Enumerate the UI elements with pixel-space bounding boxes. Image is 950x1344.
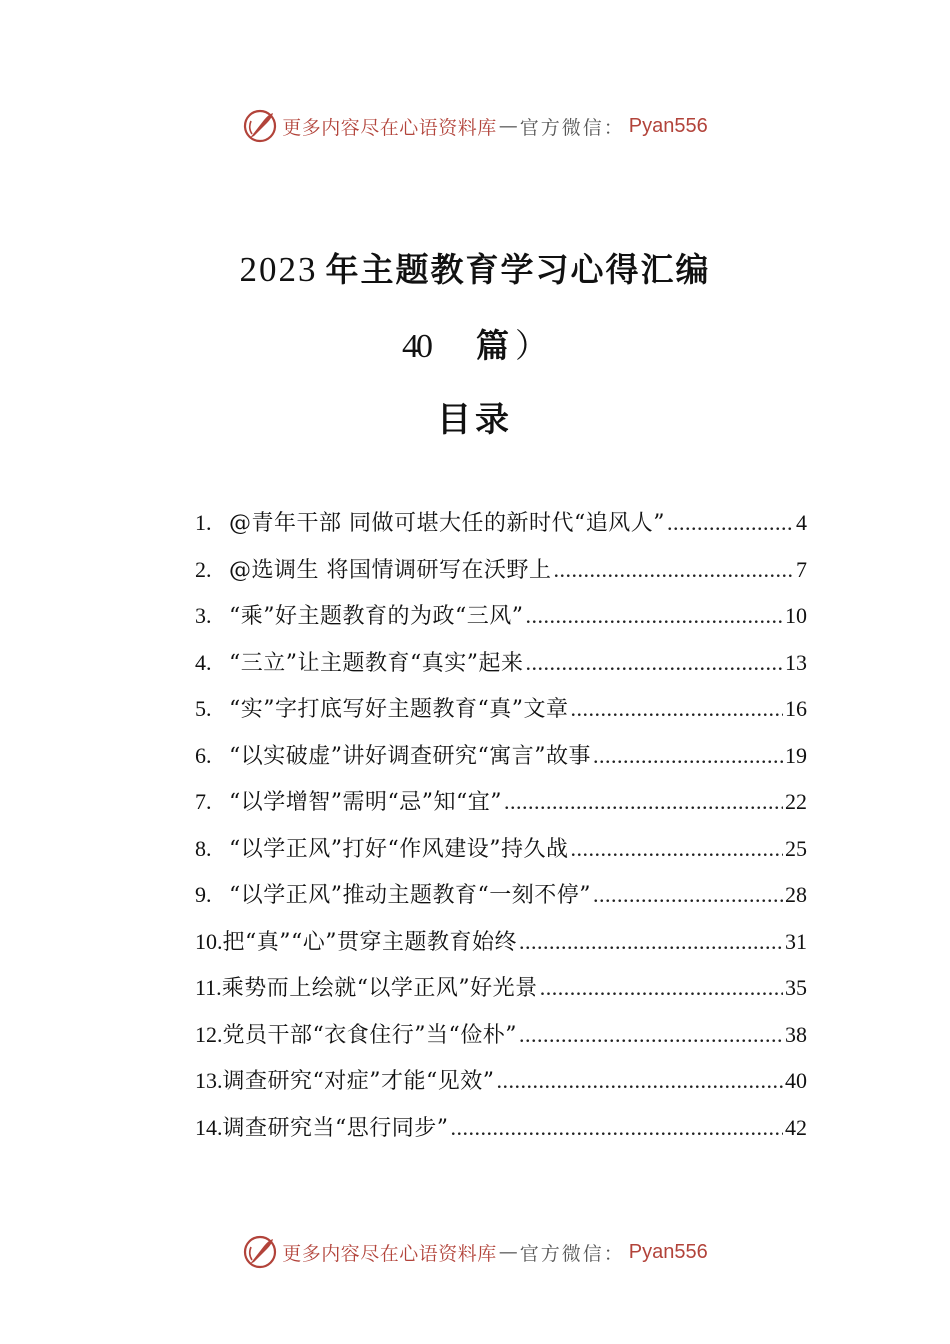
toc-item-title: 调查研究当“思行同步” [222, 1115, 449, 1141]
watermark-wechat-id: Pyan556 [628, 114, 708, 137]
toc-leader-dots [593, 882, 783, 908]
document-title [0, 244, 950, 291]
toc-item-page: 7 [796, 556, 807, 582]
toc-leader-dots [540, 975, 783, 1001]
toc-leader-dots [451, 1115, 784, 1141]
toc-item-page: 38 [785, 1021, 807, 1047]
toc-heading: 目录 [437, 400, 513, 440]
toc-item-title: “以学正风”推动主题教育“一刻不停” [229, 883, 591, 908]
toc-item[interactable] [195, 599, 807, 646]
toc-item-page: 35 [785, 975, 807, 1000]
toc-item-title: @青年干部 同做可堪大任的新时代“追风人” [229, 511, 665, 536]
watermark-text: 更多内容尽在心语资料库 [282, 1242, 497, 1265]
toc-item-number: 5. [195, 696, 212, 721]
toc-item-page: 28 [785, 882, 807, 907]
toc-item-number: 13. [195, 1068, 223, 1093]
subtitle-count: 40 [402, 328, 430, 365]
table-of-contents [195, 506, 807, 1157]
toc-item[interactable] [195, 832, 807, 879]
toc-item-number: 10. [195, 928, 223, 954]
toc-leader-dots [526, 603, 784, 629]
watermark-label: 官方微信： [519, 116, 625, 139]
toc-item-page: 40 [785, 1068, 807, 1093]
toc-item[interactable] [195, 553, 807, 600]
toc-leader-dots [667, 510, 794, 536]
header-watermark [0, 106, 950, 146]
toc-item-title: “实”字打底写好主题教育“真”文章 [229, 697, 569, 722]
toc-item-title: 把“真”“心”贯穿主题教育始终 [222, 929, 517, 955]
toc-item-title: “三立”让主题教育“真实”起来 [229, 650, 524, 676]
toc-item-title: 党员干部“衣食住行”当“俭朴” [222, 1022, 517, 1048]
toc-item-page: 31 [785, 928, 807, 954]
toc-item[interactable] [195, 692, 807, 739]
toc-item[interactable] [195, 1111, 807, 1158]
toc-item-title: 调查研究“对症”才能“见效” [222, 1069, 495, 1094]
quill-pen-logo-icon [242, 108, 278, 144]
toc-item-page: 25 [785, 835, 807, 861]
toc-leader-dots [571, 836, 784, 862]
title-main-text: 年主题教育学习心得汇编 [325, 250, 711, 289]
toc-item-title: “乘”好主题教育的为政“三风” [229, 604, 524, 629]
document-subtitle [0, 320, 950, 367]
footer-watermark [0, 1232, 950, 1272]
toc-item-title: @选调生 将国情调研写在沃野上 [229, 557, 552, 583]
toc-item-page: 10 [785, 603, 807, 628]
watermark-separator: — [498, 115, 518, 137]
toc-item-page: 13 [785, 649, 807, 675]
toc-item-title: “以学增智”需明“忌”知“宜” [229, 790, 502, 815]
watermark-separator: — [498, 1241, 518, 1263]
toc-item-page: 42 [785, 1114, 807, 1140]
watermark-wechat-id: Pyan556 [628, 1240, 708, 1263]
toc-item[interactable] [195, 1018, 807, 1065]
toc-leader-dots [526, 650, 784, 676]
toc-item[interactable] [195, 739, 807, 786]
toc-item-page: 16 [785, 696, 807, 721]
toc-leader-dots [554, 557, 795, 583]
toc-item-number: 8. [195, 835, 212, 861]
toc-leader-dots [504, 789, 783, 815]
toc-item-number: 1. [195, 510, 212, 535]
title-year: 2023 [239, 250, 318, 289]
toc-leader-dots [519, 1022, 783, 1048]
toc-item-number: 4. [195, 649, 212, 675]
toc-item[interactable] [195, 785, 807, 832]
toc-item-page: 19 [785, 742, 807, 768]
toc-item[interactable] [195, 878, 807, 925]
toc-item[interactable] [195, 925, 807, 972]
toc-item[interactable] [195, 1064, 807, 1111]
toc-item-number: 9. [195, 882, 212, 907]
toc-item[interactable] [195, 971, 807, 1018]
toc-item-title: 乘势而上绘就“以学正风”好光景 [221, 976, 538, 1001]
toc-item-number: 7. [195, 789, 212, 814]
subtitle-paren: ） [515, 326, 548, 365]
watermark-label: 官方微信： [519, 1242, 625, 1265]
toc-leader-dots [571, 696, 784, 722]
toc-item-number: 2. [195, 556, 212, 582]
toc-item[interactable] [195, 506, 807, 553]
toc-item-title: “以实破虚”讲好调查研究“寓言”故事 [229, 743, 591, 769]
toc-item-number: 6. [195, 742, 212, 768]
subtitle-unit: 篇 [476, 326, 509, 365]
toc-leader-dots [497, 1068, 784, 1094]
toc-item-number: 14. [195, 1114, 223, 1140]
toc-leader-dots [593, 743, 783, 769]
toc-item-page: 4 [796, 510, 807, 535]
toc-item-page: 22 [785, 789, 807, 814]
toc-item-number: 11. [195, 975, 222, 1000]
toc-item-title: “以学正风”打好“作风建设”持久战 [229, 836, 569, 862]
quill-pen-logo-icon [242, 1234, 278, 1270]
toc-item-number: 3. [195, 603, 212, 628]
toc-item-number: 12. [195, 1021, 223, 1047]
watermark-text: 更多内容尽在心语资料库 [282, 116, 497, 139]
toc-item[interactable] [195, 646, 807, 693]
toc-leader-dots [519, 929, 783, 955]
